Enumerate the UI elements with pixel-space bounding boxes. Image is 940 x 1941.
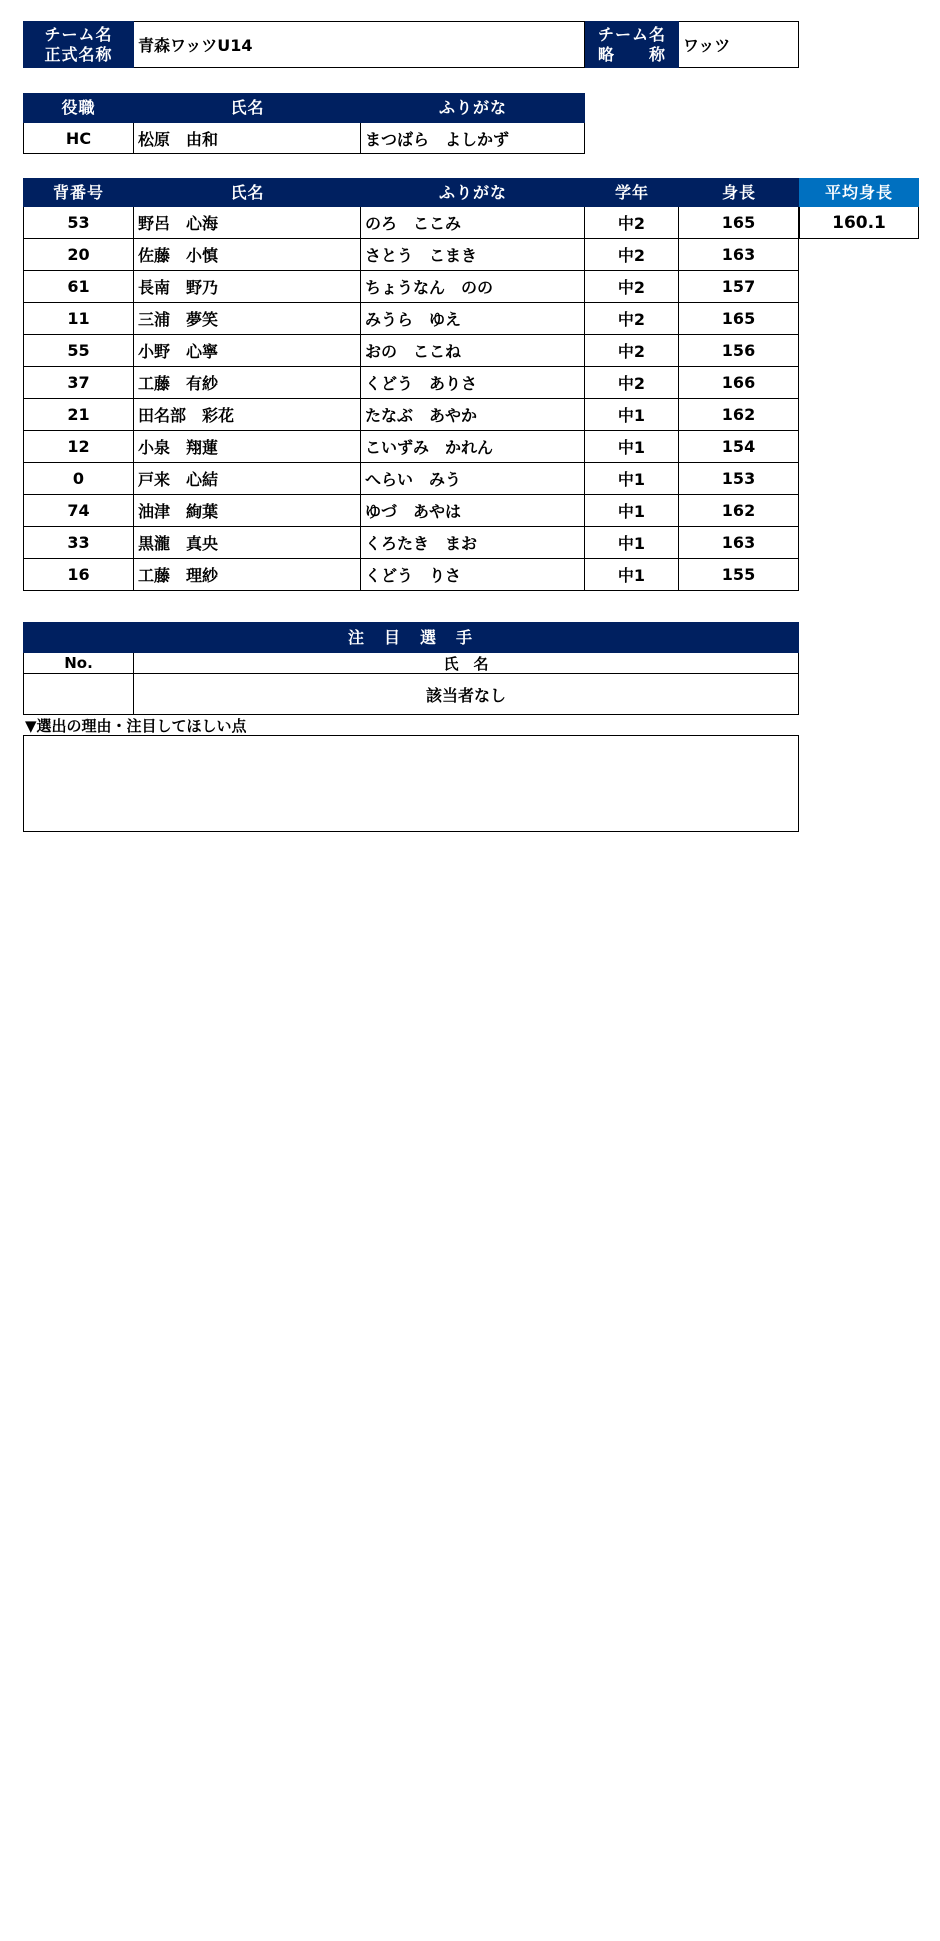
average-height-value: 160.1	[799, 207, 919, 239]
staff-header-kana: ふりがな	[361, 93, 585, 123]
player-kana: くどう りさ	[361, 559, 585, 591]
team-name-value: 青森ワッツU14	[134, 21, 585, 68]
player-grade: 中1	[585, 527, 679, 559]
player-number: 33	[23, 527, 134, 559]
player-height: 157	[679, 271, 799, 303]
player-kana: くどう ありさ	[361, 367, 585, 399]
player-name: 野呂 心海	[134, 207, 361, 239]
staff-header-name: 氏名	[134, 93, 361, 123]
player-height: 165	[679, 303, 799, 335]
player-height: 154	[679, 431, 799, 463]
players-header-kana: ふりがな	[361, 178, 585, 207]
featured-title: 注 目 選 手	[23, 622, 799, 653]
player-height: 162	[679, 399, 799, 431]
player-grade: 中2	[585, 271, 679, 303]
players-header-name: 氏名	[134, 178, 361, 207]
player-kana: のろ ここみ	[361, 207, 585, 239]
staff-kana: まつばら よしかず	[361, 123, 585, 154]
player-kana: ゆづ あやは	[361, 495, 585, 527]
player-grade: 中1	[585, 399, 679, 431]
team-name-label-line2: 正式名称	[44, 44, 113, 64]
team-short-label-line2: 略 称	[597, 44, 666, 64]
player-kana: さとう こまき	[361, 239, 585, 271]
player-name: 三浦 夢笑	[134, 303, 361, 335]
player-name: 工藤 理紗	[134, 559, 361, 591]
featured-col-name: 氏 名	[134, 653, 799, 674]
player-grade: 中1	[585, 431, 679, 463]
featured-no-value	[23, 674, 134, 715]
team-name-label-line1: チーム名	[44, 24, 113, 44]
player-kana: くろたき まお	[361, 527, 585, 559]
player-grade: 中1	[585, 463, 679, 495]
player-height: 155	[679, 559, 799, 591]
player-kana: ちょうなん のの	[361, 271, 585, 303]
player-grade: 中2	[585, 207, 679, 239]
staff-role: HC	[23, 123, 134, 154]
featured-col-no: No.	[23, 653, 134, 674]
player-kana: みうら ゆえ	[361, 303, 585, 335]
player-grade: 中2	[585, 335, 679, 367]
player-number: 12	[23, 431, 134, 463]
player-number: 20	[23, 239, 134, 271]
featured-reason-box	[23, 735, 799, 832]
player-name: 長南 野乃	[134, 271, 361, 303]
player-number: 37	[23, 367, 134, 399]
team-short-value: ワッツ	[679, 21, 799, 68]
staff-name: 松原 由和	[134, 123, 361, 154]
player-grade: 中1	[585, 495, 679, 527]
team-name-label	[23, 21, 134, 68]
player-number: 55	[23, 335, 134, 367]
player-kana: おの ここね	[361, 335, 585, 367]
featured-reason-label: ▼選出の理由・注目してほしい点	[25, 716, 247, 735]
player-grade: 中2	[585, 303, 679, 335]
player-kana: たなぶ あやか	[361, 399, 585, 431]
player-height: 163	[679, 239, 799, 271]
player-grade: 中2	[585, 367, 679, 399]
player-kana: へらい みう	[361, 463, 585, 495]
players-header-grade: 学年	[585, 178, 679, 207]
player-kana: こいずみ かれん	[361, 431, 585, 463]
player-height: 162	[679, 495, 799, 527]
player-name: 小泉 翔蓮	[134, 431, 361, 463]
players-header-height: 身長	[679, 178, 799, 207]
player-name: 小野 心寧	[134, 335, 361, 367]
player-name: 工藤 有紗	[134, 367, 361, 399]
player-name: 戸来 心結	[134, 463, 361, 495]
team-short-label-line1: チーム名	[597, 24, 666, 44]
player-height: 166	[679, 367, 799, 399]
players-header-number: 背番号	[23, 178, 134, 207]
player-height: 165	[679, 207, 799, 239]
featured-name-value: 該当者なし	[134, 674, 799, 715]
player-name: 佐藤 小慎	[134, 239, 361, 271]
team-short-label	[585, 21, 679, 68]
player-name: 黒瀧 真央	[134, 527, 361, 559]
player-height: 156	[679, 335, 799, 367]
player-grade: 中2	[585, 239, 679, 271]
player-number: 0	[23, 463, 134, 495]
player-number: 74	[23, 495, 134, 527]
staff-header-role: 役職	[23, 93, 134, 123]
player-grade: 中1	[585, 559, 679, 591]
player-height: 163	[679, 527, 799, 559]
player-number: 16	[23, 559, 134, 591]
player-number: 21	[23, 399, 134, 431]
player-number: 53	[23, 207, 134, 239]
player-name: 田名部 彩花	[134, 399, 361, 431]
player-name: 油津 絢葉	[134, 495, 361, 527]
player-number: 61	[23, 271, 134, 303]
average-height-label: 平均身長	[799, 178, 919, 207]
player-height: 153	[679, 463, 799, 495]
player-number: 11	[23, 303, 134, 335]
